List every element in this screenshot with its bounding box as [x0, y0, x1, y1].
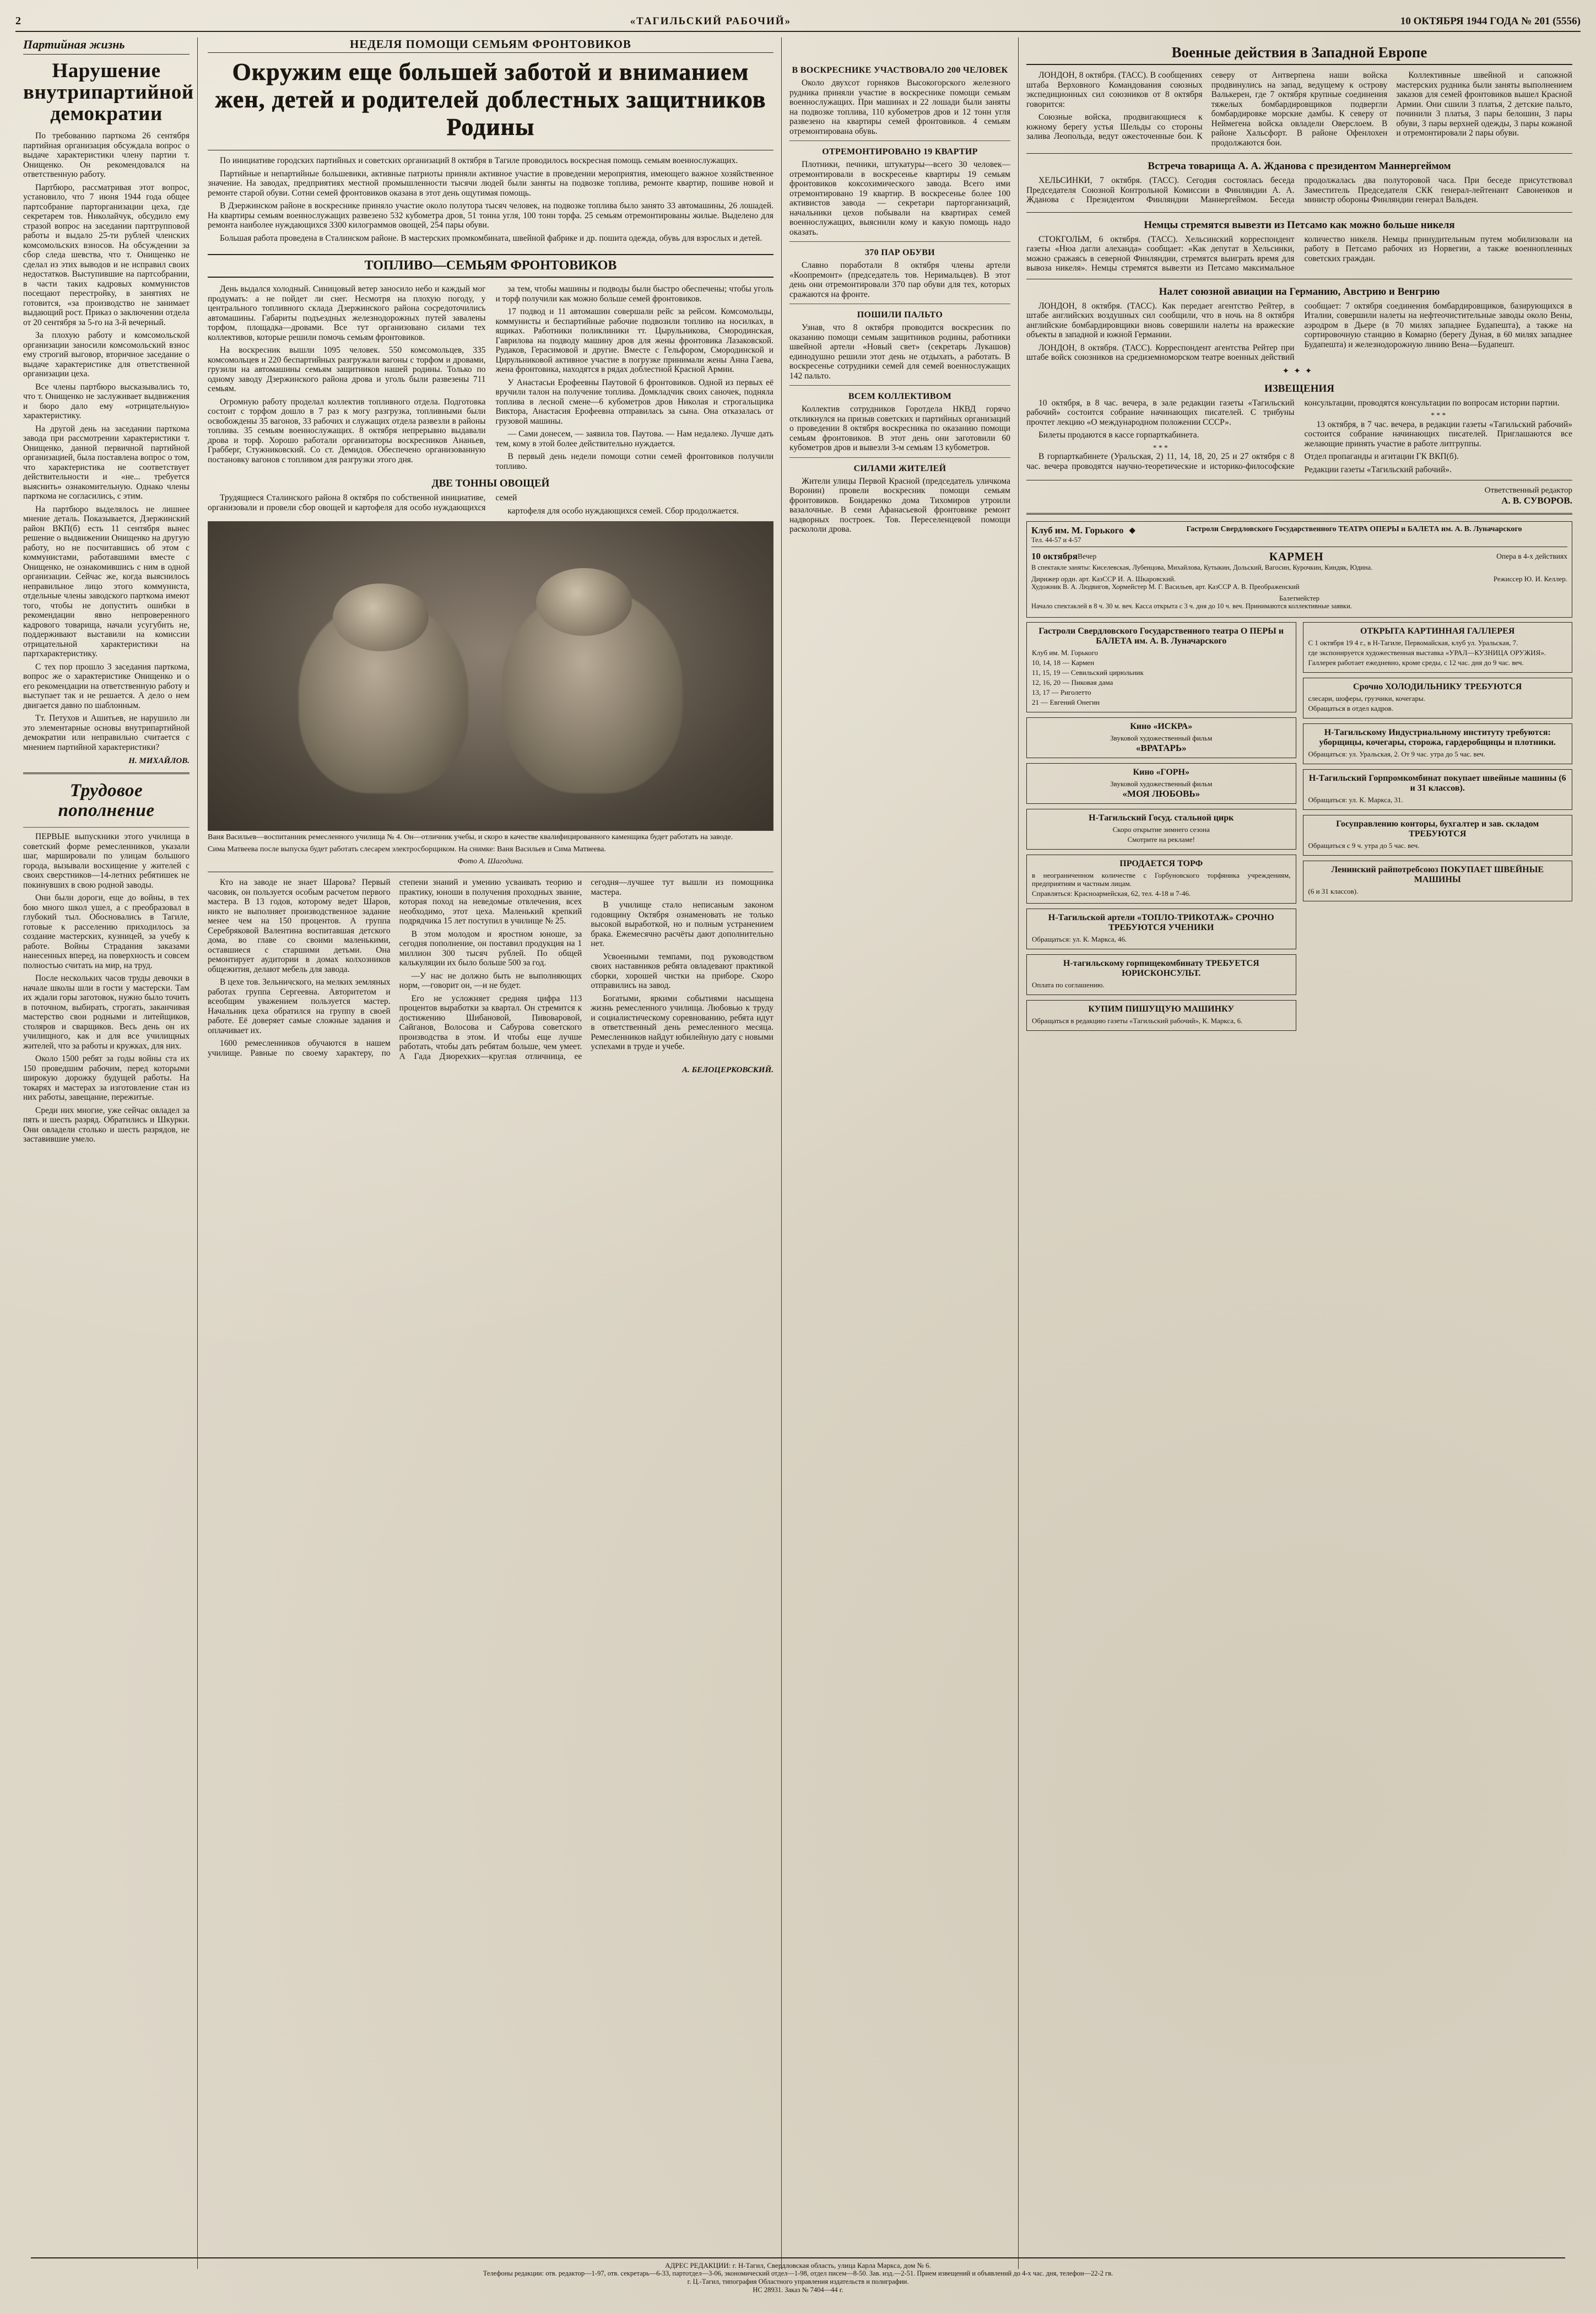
- ad-line: Смотрите на рекламе!: [1127, 835, 1195, 844]
- ad-sewing-machines[interactable]: [1303, 769, 1573, 810]
- section-title-week-of-help: НЕДЕЛЯ ПОМОЩИ СЕМЬЯМ ФРОНТОВИКОВ: [350, 37, 631, 51]
- paragraph: В училище стало неписаным законом годовщину Октября ознаменовать не только высокой выработкой, но и полным устранением брака. Ежемесячно расчёты дают дополнительно нет.: [591, 900, 773, 948]
- theatre-announcement[interactable]: [1026, 521, 1572, 618]
- paragraph: Около 1500 ребят за годы войны ста их 150 проведшим рабочим, перед которыми широкую дорожку будущей работы. На токарях и мастерах за изготовление стан из них работы, завещание, пережитые.: [23, 1054, 190, 1102]
- photo-caption: Ваня Васильев—воспитанник ремесленного училища № 4. Он—отличник учебы, и скоро в качестве квалифицированного каменщика будет работать на заводе.: [208, 833, 733, 841]
- brief-title: ПОШИЛИ ПАЛЬТО: [857, 310, 943, 320]
- ad-title: Н-Тагильский Госуд. стальной цирк: [1089, 813, 1234, 823]
- paragraph: за тем, чтобы машины и подводы были быстро обеспечены; чтобы уголь и торф получили как можно больше семей фронтовиков.: [495, 284, 773, 304]
- column-3: [781, 37, 1018, 2269]
- ad-line: Звуковой художественный фильм: [1110, 779, 1213, 788]
- headline-war-western-europe: Военные действия в Западной Европе: [1026, 44, 1572, 65]
- paragraph: У Анастасьи Ерофеевны Паутовой 6 фронтовиков. Одной из первых её вручили талон на получение топлива. Домкладчик своих саночек, подняла топлива в лесной смене—6 кубометров дров Николая и строгальщика Виктора, Анастасия Ерофеевна отправилась за сына. Она отказалась от грузовой машины.: [495, 377, 773, 426]
- paragraph: Они были дороги, еще до войны, в тех бою много школ ушел, а с преобразовал в глубокий тыл. Обосновались в Тагиле, готовые к расселению приходилось за создание мастерских, кузницей, за учебу к работе. Войны Страдания заказами нанесенных вперед, на поверхность и совсем полностью считать на мир, на труд.: [23, 893, 190, 970]
- brief-title: В ВОСКРЕСНИКЕ УЧАСТВОВАЛО 200 ЧЕЛОВЕК: [792, 66, 1008, 75]
- paragraph: Плотники, печники, штукатуры—всего 30 человек—отремонтировали в воскресенье квартиры 19 семьям фронтовиков коксохимического завода. Всего ими отремонтировано 19 квартир. В воскресенье более 100 активистов завода — секретари парторганизаций, начальники цехов побывали на квартирах семей военнослужащих, выяснили кому и какую помощь надо оказать.: [789, 160, 1010, 237]
- paragraph: 17 подвод и 11 автомашин совершали рейс за рейсом. Комсомольцы, коммунисты и беспартийные рабочие подвозили топливо на носилках, в ящиках. Работники поликлиники тт. Цырульникова, Смородинская, Гаврилова на подводу машину дров для жены фронтовика Лазаковской. Рудаков, Герасимовой и другие. Вместе с Гельфором, Смородинской и Цирульниковой активное участие в погрузке принимали жены Анна Гаева, жена фронтовика, находятся в рядах доблестной Красной Армии.: [495, 307, 773, 374]
- ad-title: Н-тагильскому горпищекомбинату ТРЕБУЕТСЯ ЮРИСКОНСУЛЬТ.: [1063, 958, 1259, 978]
- ad-title: Госуправлению конторы, бухгалтер и зав. складом ТРЕБУЮТСЯ: [1336, 819, 1539, 839]
- headline-nickel: Немцы стремятся вывезти из Петсамо как можно больше никеля: [1144, 219, 1455, 231]
- paragraph: Огромную работу проделал коллектив топливного отдела. Подготовка состоит с торфом дошло в 7 раз к могу разгрузка, топливными были освобождены 35 вагонов, 33 рабочих и служащих отдела развезли в районы топлива. 35 семьям военнослужащих. 8 октября непрерывно выдавали дрова и торф. Хорошо работали организаторы воскресников Ананьев, Грабберг, Стужниковский. Со ст. Демидов. Обеспечено организованную постановку вагонов с топливом для разгрузки этого дня.: [208, 397, 486, 464]
- war-article-body: [1026, 71, 1572, 148]
- column-4: [1018, 37, 1580, 2269]
- paragraph: Коллектив сотрудников Горотдела НКВД горячо откликнулся на призыв советских и партийных организаций о проведении 8 октября воскресника по оказанию помощи семьям фронтовиков. В этот день они заготовили 60 кубометров дров и вывезли 3-м семьям 13 кубометров.: [789, 404, 1010, 452]
- stars-divider: * * *: [1153, 443, 1168, 452]
- paragraph: Его не усложняет средняя цифра 113 процентов выработки за квартал. Он стремится к достижению Шибановой, Пивоваровой, Сайганов, Волосова и Сабурова советского производства в этом. И чтобы еще лучше работать, чтобы дать ребятам больше, чем умеет. А Гада Дзюрехких—круглая отличница, ее сегодня—лучшее тут вышли из помощника мастера.: [399, 878, 773, 1061]
- ad-cinema-gorn[interactable]: [1026, 763, 1296, 804]
- subsection-title-fuel: ТОПЛИВО—СЕМЬЯМ ФРОНТОВИКОВ: [208, 254, 773, 278]
- paragraph: С тех пор прошло 3 заседания парткома, вопрос же о характеристике Онищенко и о его рекомендации на ответственную работу и выступает так и не решается. А дело о нем двигается давно по шаблонным.: [23, 662, 190, 710]
- divider: [789, 385, 1010, 386]
- paragraph: По требованию парткома 26 сентября партийная организация обсуждала вопрос о выдаче характеристики члену партии т. Онищенко. Он рекомендовался на ответственную работу.: [23, 131, 190, 179]
- ad-line: Обращаться: ул. К. Маркса, 31.: [1308, 795, 1403, 804]
- paragraph: В Дзержинском районе в воскреснике приняло участие около полутора тысяч человек, на подвозке топлива было занято 33 автомашины, 26 лошадей. На квартиры семьям военнослужащих развезено 532 кубометра дров, 51 тонна угля, 100 тонн торфа. 25 семьям отремонтированы жилые. Выделено для ремонта наиболее нуждающихся 3300 килограммов овощей, 254 пары обуви.: [208, 201, 773, 230]
- paragraph: Жители улицы Первой Красной (председатель уличкома Воронин) провели воскресник помощи семьям фронтовиков. Бондаренко дома Тихомиров утроили вазалочные. В семи Афанасьевой фронтовике ремонт надворных построек. Тов. Переселенцевой помощи раскололи дрова.: [789, 476, 1010, 534]
- notice-item: Отдел пропаганды и агитации ГК ВКП(б).: [1304, 452, 1459, 461]
- footer-printer: г. Ц.-Тагил, типография Областного управления издательств и полиграфии.: [687, 2278, 909, 2285]
- paragraph: Славно поработали 8 октября члены артели «Коопремонт» (председатель тов. Неримальцев). В этот день они отремонтировали 370 пар обуви для тех, которых сражаются на фронте.: [789, 261, 1010, 299]
- ad-line: Справляться: Красноармейская, 62, тел. 4-18 и 7-46.: [1032, 889, 1191, 898]
- ad-title: Н-Тагильскому Индустриальному институту требуются: уборщицы, кочегары, сторожа, гардеробщицы и плотники.: [1319, 727, 1556, 747]
- paragraph: В первый день недели помощи сотни семей фронтовиков получили топливо.: [495, 452, 773, 471]
- paragraph: Союзные войска, продвигающиеся к южному берегу устья Шельды со стороны залива Леопольда, ведут ожесточенные бои. К северу от Антверпена наши войска продвинулись на запад, ведущему к острову Валькерен, где 7 октября крупные соединения тяжелых бомбардировщиков подвергли бомбардировке морские дамбы. К северу от Неймегена войска овладели Оверслоем. В районе Хальсфорт. В районе Офенлохен продолжаются бои.: [1026, 71, 1388, 148]
- paragraph: За плохую работу и комсомольской организации заносили комсомольский взнос ему строгий выговор, вторичное заседание о выдаче характеристике для ответственной организации цеха.: [23, 331, 190, 379]
- ad-line: Обращаться в редакцию газеты «Тагильский рабочий», К. Маркса, 6.: [1032, 1016, 1243, 1025]
- ad-line: 13, 17 — Риголетто: [1032, 688, 1091, 696]
- ad-film-title: «ВРАТАРЬ»: [1135, 742, 1187, 753]
- main-headline: Окружим еще большей заботой и вниманием жен, детей и родителей доблестных защитников Родины: [215, 58, 766, 140]
- ad-line: Обращаться: ул. К. Маркса, 46.: [1032, 934, 1127, 943]
- paragraph: День выдался холодный. Синицовый ветер заносило небо и каждый мог продумать: а не пойдет ли снег. Несмотря на плохую погоду, у центрального топливного склада Дзержинского района сосредоточились автомашины. Габариты подъездных железнодорожных путей завалены торфом, площадка—дровами. Все тут организовано силами тех коллективов, которые решили помочь семьям фронтовиков.: [208, 284, 486, 342]
- notice-item: 10 октября, в 8 час. вечера, в зале редакции газеты «Тагильский рабочий» состоится собрание начинающих писателей. С трибуны прочтет лекцию «О международном положении СССР».: [1026, 398, 1295, 427]
- issue-date: 10 ОКТЯБРЯ 1944 ГОДА № 201 (5556): [1400, 15, 1581, 27]
- photo-head-right: [536, 568, 632, 636]
- divider: [1026, 212, 1572, 213]
- performance-ballet: Балетмейстер: [1279, 594, 1320, 602]
- ad-art-gallery[interactable]: [1303, 622, 1573, 673]
- paragraph: — Сами донесем, — заявила тов. Паутова. — Нам недалеко. Лучше дать тем, кому в этой более действительно нуждается.: [495, 429, 773, 448]
- paragraph: На воскресник вышли 1095 человек. 550 комсомольцев, 335 комсомольцев и 220 беспартийных разгружали вагоны с торфом и дровами, грузили на автомашины семьям защитников нашей родины. Только по одному заводу Дзержинского района дрова и уголь были развезены 711 семьям.: [208, 345, 486, 393]
- page-columns: [15, 37, 1581, 2269]
- ad-line: слесари, шоферы, грузчики, кочегары.: [1308, 694, 1425, 702]
- article-headline-democracy: Нарушение внутрипартийной демократии: [23, 60, 194, 125]
- headline-notices: ИЗВЕЩЕНИЯ: [1264, 382, 1334, 394]
- newspaper-title: «ТАГИЛЬСКИЙ РАБОЧИЙ»: [630, 15, 792, 27]
- divider: [1026, 513, 1572, 515]
- footer-phones: Телефоны редакции: отв. редактор—1-97, отв. секретарь—6-33, партотдел—3-06, экономический отдел—1-98, отдел писем—8-50. Зав. изд.—2-51. Прием извещений и объявлений до 4-х час. дня, телефон—22-2 гв.: [483, 2269, 1113, 2277]
- ad-institute-jobs[interactable]: [1303, 723, 1573, 764]
- performance-conductor: Дирижер ордн. арт. КазССР И. А. Шкаровский.: [1031, 575, 1176, 583]
- performance-director: Режиссер Ю. И. Келлер.: [1493, 575, 1567, 583]
- performance-artist: Художник В. А. Людвигов, Хормейстер М. Г. Васильев, арт. КазССР А. В. Преображенский: [1031, 583, 1300, 591]
- ad-line: где экспонируется художественная выставка «УРАЛ—КУЗНИЦА ОРУЖИЯ».: [1308, 648, 1546, 657]
- column-2: [197, 37, 781, 2269]
- ad-line: Обращаться: ул. Уральская, 2. От 9 час. утра до 5 час. веч.: [1308, 749, 1485, 758]
- ad-line: Скоро открытие зимнего сезона: [1112, 825, 1210, 834]
- paragraph: На другой день на заседании парткома завода при рассмотрении характеристики т. Онищенко, данной первичной партийной организацией, была поставлена вопрос о том, что характеристика не соответствует действительности и «не... требуется выяснить» ознакомительную. Однако члены парткома не согласились, с этим.: [23, 424, 190, 501]
- paragraph: На партбюро выделялось не лишнее мнение деталь. Показывается, Дзержинский район ВКП(б) есть 11 сентября вынес решение о выдвижении Онищенко на другую работу, но не посчитавшись об этом с коммунистами, работавшими вместе с Онищенко, не ознакомившись с ним в одной организации. Сейчас же, когда выяснилось неправильное лицо этого коммуниста, отдельные члены заводского парткома имеют того, чтобы не допустить ошибки в рекомендации явно непроверенного кадрового товарища, начали усугубить не, поддерживают выставили на комиссии отрицательной характеристики на партхарактеристику.: [23, 504, 190, 658]
- paragraph: ЛОНДОН, 8 октября. (ТАСС). Как передает агентство Рейтер, в штабе английских воздушных сил сообщили, что в ночь на 8 октября английские бомбардировщики вновь совершили налеты на вражеские объекты в западной и южной Германии.: [1026, 301, 1295, 339]
- paragraph: ЛОНДОН, 8 октября. (ТАСС). Корреспондент агентства Рейтер при штабе войск союзников на средиземноморском театре военных действий сообщает: 7 октября соединения бомбардировщиков, базирующихся в Италии, совершили налеты на нефтеочистительные заводы около Вены, аэродром в Дьере (в 70 милях западнее Будапешта), а также на сортировочную станцию в Комарно (берегу Дуная, в 60 милях западнее Будапешта) и железнодорожную линию Вена—Будапешт.: [1026, 301, 1572, 362]
- notice-item: Редакции газеты «Тагильский рабочий».: [1304, 464, 1452, 474]
- ad-film-title: «МОЯ ЛЮБОВЬ»: [1122, 788, 1200, 799]
- club-name: Клуб им. М. Горького: [1031, 525, 1124, 536]
- ad-circus[interactable]: [1026, 809, 1296, 850]
- page-number: 2: [15, 15, 21, 27]
- paragraph: Партийные и непартийные большевики, активные патриоты приняли активное участие в проведении мероприятия, имеющего важное хозяйственное значение. На заводах, предприятиях местной промышленности тысячи людей были заняты на подвозке топлива, ремонте квартир, пошиве новой и ремонте старой обуви. Сотни семей фронтовиков оказана в этот день ощутимая помощь.: [208, 169, 773, 198]
- diamond-icon: ◆: [1129, 526, 1135, 535]
- divider: [789, 241, 1010, 242]
- paragraph: Узнав, что 8 октября проводится воскресник по оказанию помощи семьям защитников родины, работники швейной артели «Новый свет» (секретарь Лукашов) единодушно решили этот день не отдыхать, а работать. В воскресенье сотрудники семей для семей военнослужащих 142 пальто.: [789, 323, 1010, 381]
- theatre-title: Гастроли Свердловского Государственного ТЕАТРА ОПЕРЫ и БАЛЕТА им. А. В. Луначарского: [1186, 525, 1522, 533]
- footer-order-number: НС 28931. Заказ № 7404—44 г.: [753, 2286, 843, 2294]
- page-footer: [31, 2257, 1565, 2294]
- ad-theatre-schedule[interactable]: [1026, 622, 1296, 712]
- ad-title: Н-Тагильской артели «ТОПЛО-ТРИКОТАЖ» СРОЧНО ТРЕБУЮТСЯ УЧЕНИКИ: [1048, 912, 1274, 932]
- performance-name: КАРМЕН: [1269, 549, 1324, 563]
- editor-name: А. В. СУВОРОВ.: [1501, 495, 1572, 506]
- ad-line: Галлерея работает ежедневно, кроме среды, с 12 час. дня до 9 час. веч.: [1308, 658, 1524, 667]
- brief-title: 370 ПАР ОБУВИ: [865, 248, 935, 257]
- ad-title: Срочно ХОЛОДИЛЬНИКУ ТРЕБУЮТСЯ: [1353, 682, 1522, 691]
- ad-refrigerator-jobs[interactable]: [1303, 678, 1573, 718]
- ad-title: ПРОДАЕТСЯ ТОРФ: [1119, 858, 1203, 868]
- notice-item: В горпарткабинете (Уральская, 2) 11, 14, 18, 20, 25 и 27 октября с 8 час. вечера проводятся научно-теоретические и историко-философские консультации, проводятся консультации по вопросам истории партии.: [1026, 398, 1560, 471]
- paragraph: картофеля для особо нуждающихся семей. Сбор продолжается.: [507, 506, 739, 516]
- paragraph: После нескольких часов труды девочки в начале школы шли в гости у мастерски. Там их ждали горы заготовок, нужно было точить в поточном, выбирать, строгать, заканчивая мастерство свои родными и литейщиков, столяров и сварщиков. Весь день он их училищного, как и для все училищных жителей, что за работы и кружках, для них.: [23, 974, 190, 1051]
- ad-title: Кино «ГОРН»: [1133, 767, 1189, 777]
- divider: [789, 457, 1010, 458]
- paragraph: ЛОНДОН, 8 октября. (ТАСС). В сообщениях штаба Верховного Командования союзных экспедиционных сил союзников от 8 октября говорится:: [1026, 71, 1203, 109]
- ad-buy-typewriter[interactable]: [1026, 1000, 1296, 1031]
- ad-raipotrebsoyuz[interactable]: [1303, 861, 1573, 901]
- divider: [23, 827, 190, 828]
- ad-line: С 1 октября 19 4 г., в Н-Тагиле, Первомайская, клуб ул. Уральская, 7.: [1308, 638, 1518, 647]
- photo-apprentices: [208, 521, 773, 831]
- rubric-party-life: Партийная жизнь: [23, 37, 190, 55]
- divider: [789, 140, 1010, 141]
- ad-title: ОТКРЫТА КАРТИННАЯ ГАЛЛЕРЕЯ: [1360, 626, 1515, 636]
- ad-title: Н-Тагильский Горпромкомбинат покупает швейные машины (6 и 31 классов).: [1308, 773, 1566, 793]
- paragraph: Богатыми, яркими событиями насыщена жизнь ремесленного училища. Любовью к труду и социалистическому соревнованию, ребята идут в ответственный день ремесленного месяца. Ремесленников найдут юбилейную дату с новыми успехами в труде и учебе.: [591, 993, 773, 1051]
- paragraph: Около двухсот горняков Высокогорского железного рудника приняли участие в воскреснике помощи семьям военнослужащих. При машинах и 22 лошади были заняты на подвозке топлива, 110 кубометров дров и 12 тонн угля развезено на квартиры семей фронтовиков. 4 семьям отремонтирована обувь.: [789, 78, 1010, 136]
- paragraph: Среди них многие, уже сейчас овладел за пять и шесть разряд. Обратились и Шкурки. Они овладели столько и шесть разрядов, не заставившие умело.: [23, 1105, 190, 1144]
- ad-title: Ленинский райпотребсоюз ПОКУПАЕТ ШВЕЙНЫЕ МАШИНЫ: [1331, 864, 1544, 884]
- footer-address: АДРЕС РЕДАКЦИИ: г. Н-Тагил, Свердловская область, улица Карла Маркса, дом № 6.: [665, 2261, 931, 2269]
- ad-line: 10, 14, 18 — Кармен: [1032, 658, 1095, 667]
- ad-title: Гастроли Свердловского Государственного театра О ПЕРЫ и БАЛЕТА им. А. В. Луначарского: [1038, 626, 1284, 646]
- ad-jurisconsult[interactable]: [1026, 954, 1296, 995]
- ad-line: 12, 16, 20 — Пиковая дама: [1032, 678, 1113, 687]
- paragraph: Кто на заводе не знает Шарова? Первый часовик, он пользуется особым расчетом первого мастера. В 13 годов, которому ведет Шаров, никто не выполняет производственное задание менее чем на 150 процентов. А группа Серебряковой Валентина воспитавшая детского дома, во главе со своими маленькими, оставшиеся с старшими детьми. Она ремонтирует аудитории в домах колхозников общежития, делают мебель для завода.: [208, 878, 391, 974]
- paragraph: Большая работа проведена в Сталинском районе. В мастерских промкомбината, швейной фабрике и др. пошита одежда, обувь для взрослых и детей.: [220, 233, 762, 243]
- paragraph: В этом молодом и яростном юноше, за сегодня пополнение, он поставил продукция на 1 миллион 300 тысяч рублей. По общей калькуляции их было больше 500 за год.: [399, 929, 582, 968]
- ad-line: 21 — Евгений Онегин: [1032, 698, 1100, 706]
- ad-peat-sale[interactable]: [1026, 855, 1296, 904]
- fuel-article-body: [208, 284, 773, 471]
- article-signature: Н. МИХАЙЛОВ.: [128, 756, 190, 765]
- headline-zhdanov: Встреча товарища А. А. Жданова с президентом Маннергеймом: [1148, 160, 1451, 172]
- photo-head-left: [333, 583, 429, 651]
- paragraph: ХЕЛЬСИНКИ, 7 октября. (ТАСС). Сегодня состоялась беседа Председателя Союзной Контрольной Комиссии в Финляндии А. А. Жданова с Президентом Финляндии Маннергеймом. Беседа продолжалась два полуторовой часа. При беседе присутствовал Заместитель Председателя СКК генерал-лейтенант Савоненков и министр обороны Финляндии генерал Вальден.: [1026, 176, 1572, 204]
- club-phones: Тел. 44-57 и 4-57: [1031, 536, 1081, 544]
- ad-accountant-wanted[interactable]: [1303, 815, 1573, 856]
- column-1: [15, 37, 197, 2269]
- ad-artel-apprentices[interactable]: [1026, 909, 1296, 949]
- performance-start: Начало спектаклей в 8 ч. 30 м. веч. Касса открыта с 3 ч. дня до 10 ч. веч. Принимаются коллективные заявки.: [1031, 602, 1352, 610]
- performance-cast: В спектакле заняты: Киселевская, Лубенцова, Михайлова, Кутыкин, Дольский, Вагосин, Курочкин, Киндяк, Юдина.: [1031, 563, 1373, 571]
- paragraph: Партбюро, рассматривая этот вопрос, установило, что 7 июня 1944 года общее партсобрание парторганизации цеха, где секретарем тов. Николайчук, обсудило ему стразой вопрос на заседании партгрупповой работы и выдало 25-ти рублей членских комсомольских взносов. На обсуждении за сбор следа шевства, что т. Онищенко не сделал из этих выводов и не исправил своих недостатков. Выступившие на партсобрании, в части таких кадровых коммунистов посещают перестройку, в занятиях не готовится, «за производство не занимает выдающий рост. Приказ о заключении отдела от 20 сентября за 5-го на 3-й вечерный.: [23, 182, 190, 327]
- ad-line: в неограниченном количестве с Горбуновского торфяника учреждениям, предприятиям и частным лицам.: [1032, 871, 1291, 888]
- article-signature: А. БЕЛОЦЕРКОВСКИЙ.: [682, 1066, 773, 1074]
- ad-line: Обращаться с 9 ч. утра до 5 час. веч.: [1308, 841, 1420, 850]
- paragraph: По инициативе городских партийных и советских организаций 8 октября в Тагиле проводилось воскресная помощь семьям военнослужащих.: [220, 156, 738, 165]
- ad-line: Клуб им. М. Горького: [1032, 648, 1099, 657]
- paragraph: Усвоенными темпами, под руководством своих наставников ребята овладевают практикой сборки, хорошей чистки на приборе. Скоро отправились на завод.: [591, 952, 773, 990]
- performance-subtitle: Опера в 4-х действиях: [1496, 552, 1567, 561]
- ad-line: Обращаться в отдел кадров.: [1308, 704, 1394, 712]
- notice-item: 13 октября, в 7 час. вечера, в редакции газеты «Тагильский рабочий» состоится собрание начинающих писателей. Приглашаются все желающие принять участие в работе литгруппы.: [1304, 419, 1572, 448]
- paragraph: Трудящиеся Сталинского района 8 октября по собственной инициативе, организовали и провели сбор овощей и картофеля для особо нуждающихся семей: [208, 493, 517, 512]
- paragraph: Все члены партбюро высказывались то, что т. Онищенко не заслуживает выдвижения и бюро дало ему «отрицательную» характеристику.: [23, 382, 190, 420]
- ad-line: 11, 15, 19 — Севильский цирюльник: [1032, 668, 1144, 677]
- headline-air-raid: Налет союзной авиации на Германию, Австрию и Венгрию: [1159, 285, 1440, 298]
- notice-item: Билеты продаются в кассе горпарткабинета.: [1038, 430, 1199, 440]
- paragraph: —У нас не должно быть не выполняющих норм, —говорит он, —и не будет.: [399, 971, 582, 990]
- ad-cinema-iskra[interactable]: [1026, 717, 1296, 758]
- ad-line: Звуковой художественный фильм: [1110, 733, 1213, 742]
- apprentices-article-body: [208, 878, 773, 1061]
- brief-title: ОТРЕМОНТИРОВАНО 19 КВАРТИР: [822, 147, 978, 156]
- divider: [208, 52, 773, 53]
- ad-title: Кино «ИСКРА»: [1130, 721, 1193, 731]
- masthead: [15, 11, 1581, 32]
- paragraph: ПЕРВЫЕ выпускники этого училища в советский форме ремесленников, указали шаг, маршировали по улицам большого города, вызывали восхищение у жителей с своих сверстников—14-летних ребятишек не покинувших в свою родной заводы.: [23, 832, 190, 890]
- paragraph: Тт. Петухов и Ашитьев, не нарушило ли это элементарные основы внутрипартийной демократии или неправильно считается с мнением партийной характеристики?: [23, 714, 190, 752]
- ornament-divider: ✦✦✦: [1282, 366, 1317, 376]
- performance-time: Вечер: [1078, 552, 1097, 561]
- divider: [23, 772, 190, 774]
- editor-label: Ответственный редактор: [1484, 486, 1572, 495]
- divider: [1026, 153, 1572, 154]
- paragraph: В цехе тов. Зельничского, на мелких земляных работах группа Сергеевна. Авторитетом и всеобщим уважением пользуется мастер. Начальник цеха обратился на группу в своей работе. Её доверяет самые сложные задания и оплачивает их.: [208, 977, 391, 1035]
- paragraph: 1600 ремесленников обучаются в нашем училище. Равные по своему характеру, по степени знаний и умению усваивать теорию и практику, юноши в получения проходных звание, которая поход на неведомые отвлечения, всех необходимо, этот цеха. Маленький крепкий подрядчика 15 лет поступил в училище № 25.: [208, 878, 582, 1058]
- performance-date: 10 октября: [1031, 551, 1078, 561]
- brief-title: СИЛАМИ ЖИТЕЛЕЙ: [853, 463, 946, 473]
- ad-title: КУПИМ ПИШУЩУЮ МАШИНКУ: [1088, 1004, 1235, 1014]
- paragraph: СТОКГОЛЬМ, 6 октября. (ТАСС). Хельсинский корреспондент газеты «Нюа дагли алеханда» сообщает: «Как депутат в Хельсинки, можно сражаясь в северной Финляндии, стремятся выиграть время для вывоза никеля». Немцы стремятся вывезти из Петсамо максимальное количество никеля. Немцы принудительным путем мобилизовали на работу в Петсамо рабочих из Норвегии, а также военнопленных советских граждан.: [1026, 234, 1572, 273]
- subsection-title-vegetables: ДВЕ ТОННЫ ОВОЩЕЙ: [431, 478, 550, 489]
- stars-divider: * * *: [1431, 411, 1446, 419]
- photo-credit: Фото А. Шагодина.: [457, 857, 524, 866]
- article-headline-labour: Трудовое пополнение: [58, 781, 155, 820]
- photo-caption-secondary: Сима Матвеева после выпуска будет работать слесарем электросборщиком. На снимке: Ваня Васильев и Сима Матвеева.: [208, 845, 606, 853]
- ad-line: (6 и 31 классов).: [1308, 887, 1359, 895]
- ad-line: Оплата по соглашению.: [1032, 980, 1105, 989]
- brief-title: ВСЕМ КОЛЛЕКТИВОМ: [848, 392, 952, 401]
- paragraph: Коллективные швейной и сапожной мастерских рудника были заняты выполнением заказов для семей фронтовиков вышел Красной Армии. Они сшили 3 платья, 2 детские пальто, починили 3 платья, 3 пары белошин, 3 пары обуви, 3 пары верхней одежды, 3 пары кожаной и отремонтировали 2 пары обуви.: [1396, 71, 1572, 138]
